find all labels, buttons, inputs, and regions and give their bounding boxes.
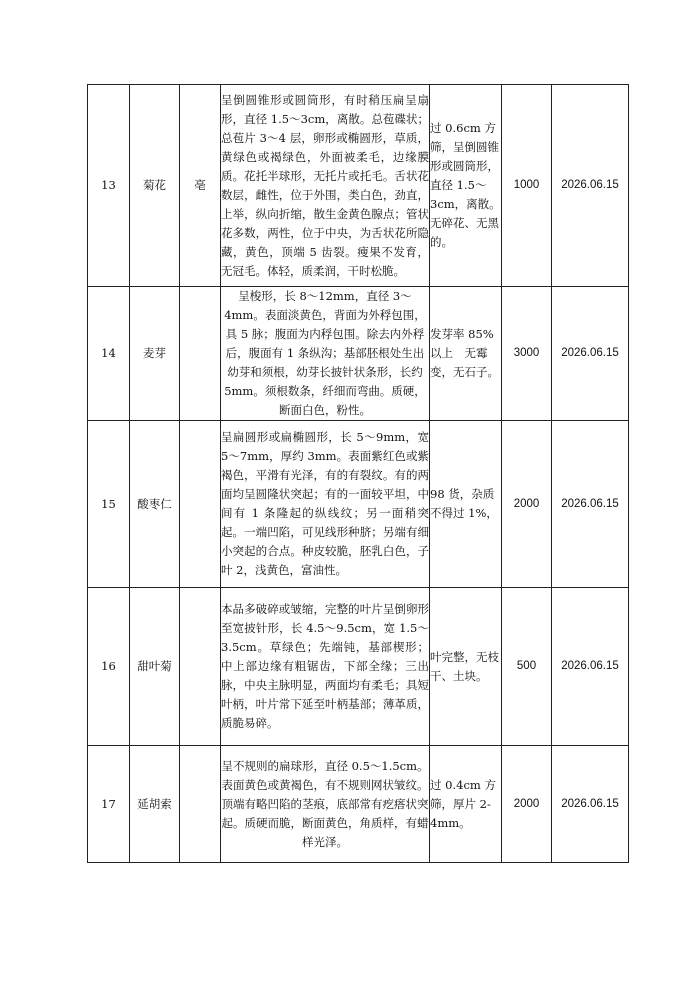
expiry-date: 2026.06.15 <box>552 287 629 421</box>
herb-name: 延胡索 <box>130 746 180 863</box>
herb-description: 呈不规则的扁球形，直径 0.5～1.5cm。表面黄色或黄褐色，有不规则网状皱纹。顶端有略凹陷的茎痕，底部常有疙瘩状突起。质硬而脆，断面黄色，角质样，有蜡样光泽。 <box>221 746 430 863</box>
table-row <box>88 287 629 421</box>
expiry-date: 2026.06.15 <box>552 588 629 746</box>
herb-name: 酸枣仁 <box>130 421 180 588</box>
herb-origin <box>180 287 221 421</box>
quality-standard: 发芽率 85%以上 无霉变，无石子。 <box>430 287 502 421</box>
herb-origin <box>180 421 221 588</box>
quality-standard: 叶完整，无枝干、土块。 <box>430 588 502 746</box>
row-index: 14 <box>88 287 130 421</box>
expiry-date: 2026.06.15 <box>552 421 629 588</box>
quantity: 500 <box>502 588 552 746</box>
row-index: 17 <box>88 746 130 863</box>
herb-description: 呈倒圆锥形或圆筒形，有时稍压扁呈扇形，直径 1.5～3cm，离散。总苞碟状；总苞片 3～4 层，卵形或椭圆形，草质，黄绿色或褐绿色，外面被柔毛，边缘膜质。花托半球形，无托片或托毛。舌状花数层，雌性，位于外围，类白色，劲直，上举，纵向折缩，散生金黄色腺点；管状花多数，两性，位于中央，为舌状花所隐藏，黄色，顶端 5 齿裂。瘦果不发育，无冠毛。体轻，质柔润，干时松脆。 <box>221 85 430 287</box>
herb-description: 本品多破碎或皱缩，完整的叶片呈倒卵形至宽披针形，长 4.5～9.5cm，宽 1.5～3.5cm。草绿色；先端钝，基部楔形；中上部边缘有粗锯齿，下部全缘；三出脉，中央主脉明显，两面均有柔毛；具短叶柄，叶片常下延至叶柄基部；薄革质，质脆易碎。 <box>221 588 430 746</box>
table-row <box>88 746 629 863</box>
table-row <box>88 85 629 287</box>
row-index: 15 <box>88 421 130 588</box>
quality-standard: 过 0.6cm 方筛，呈倒圆锥形或圆筒形，直径 1.5～3cm，离散。无碎花、无黑的。 <box>430 85 502 287</box>
quantity: 1000 <box>502 85 552 287</box>
row-index: 13 <box>88 85 130 287</box>
herb-origin: 亳 <box>180 85 221 287</box>
herb-name: 菊花 <box>130 85 180 287</box>
herb-description: 呈梭形，长 8～12mm，直径 3～4mm。表面淡黄色，背面为外稃包围，具 5 脉；腹面为内稃包围。除去内外稃后，腹面有 1 条纵沟；基部胚根处生出幼芽和须根，幼芽长披针状条形，长约 5mm。须根数条，纤细而弯曲。质硬，断面白色，粉性。 <box>221 287 430 421</box>
herb-name: 甜叶菊 <box>130 588 180 746</box>
herb-name: 麦芽 <box>130 287 180 421</box>
expiry-date: 2026.06.15 <box>552 746 629 863</box>
herb-origin <box>180 588 221 746</box>
herb-spec-table <box>87 84 629 863</box>
quantity: 3000 <box>502 287 552 421</box>
quantity: 2000 <box>502 746 552 863</box>
row-index: 16 <box>88 588 130 746</box>
table-row <box>88 588 629 746</box>
herb-origin <box>180 746 221 863</box>
quantity: 2000 <box>502 421 552 588</box>
expiry-date: 2026.06.15 <box>552 85 629 287</box>
herb-description: 呈扁圆形或扁椭圆形，长 5～9mm，宽 5～7mm，厚约 3mm。表面紫红色或紫褐色，平滑有光泽，有的有裂纹。有的两面均呈圆隆状突起；有的一面较平坦，中间有 1 条隆起的纵线纹；另一面稍突起。一端凹陷，可见线形种脐；另端有细小突起的合点。种皮较脆，胚乳白色，子叶 2，浅黄色，富油性。 <box>221 421 430 588</box>
table-row <box>88 421 629 588</box>
quality-standard: 98 货，杂质不得过 1%， <box>430 421 502 588</box>
quality-standard: 过 0.4cm 方筛，厚片 2-4mm。 <box>430 746 502 863</box>
